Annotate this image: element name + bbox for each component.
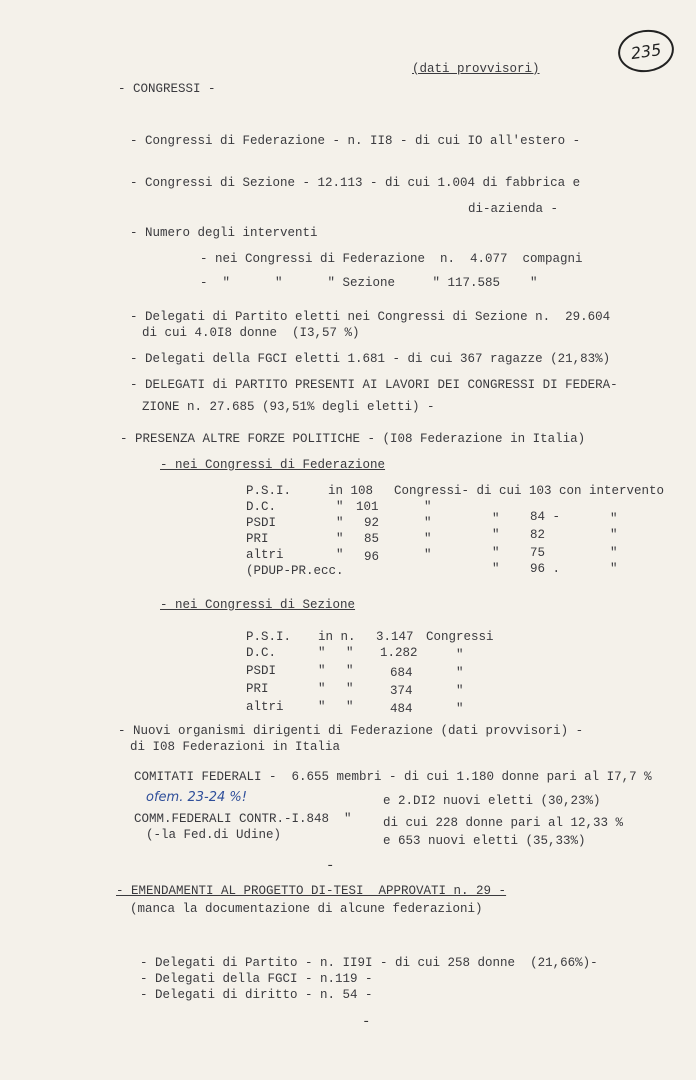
fed-header-party: P.S.I. — [246, 484, 292, 498]
sez-row-d1: " — [318, 700, 326, 714]
line-nei-congressi-sezione: - nei Congressi di Sezione — [160, 598, 356, 612]
dash-mark: - — [362, 1014, 371, 1030]
line-comitati-2: e 2.DI2 nuovi eletti (30,23%) — [383, 794, 601, 808]
fed-row-count: 85 — [364, 532, 380, 546]
handwritten-note: ofem. 23-24 %! — [146, 790, 247, 805]
fed-row-party: D.C. — [246, 500, 277, 514]
line-congressi-federazione: - Congressi di Federazione - n. II8 - di cui IO all'estero - — [130, 134, 581, 148]
line-interventi-sezione: - " " " Sezione " 117.585 " — [200, 276, 538, 290]
line-emendamenti-2: (manca la documentazione di alcune federazioni) — [130, 902, 483, 916]
fed-row-intervention: 82 — [530, 528, 546, 542]
fed-row-ditto: " — [336, 500, 344, 514]
fed-row-ditto3: " — [492, 528, 500, 542]
sez-row-d1: " — [318, 682, 326, 696]
header-note: (dati provvisori) — [412, 62, 540, 76]
sez-header-party: P.S.I. — [246, 630, 292, 644]
sez-row-d3: " — [456, 702, 464, 716]
sez-row-party: D.C. — [246, 646, 277, 660]
line-congressi-sezione-2: di-azienda - — [468, 202, 559, 216]
line-nei-congressi-federazione: - nei Congressi di Federazione — [160, 458, 386, 472]
page-number-stamp — [615, 26, 676, 75]
sez-header-in: in n. — [318, 630, 356, 644]
sez-row-d2: " — [346, 646, 354, 660]
line-comitati-1: COMITATI FEDERALI - 6.655 membri - di cui 1.180 donne pari al I7,7 % — [134, 770, 652, 784]
sez-row-d2: " — [346, 700, 354, 714]
dash-mark: - — [326, 858, 335, 874]
fed-row-ditto2: " — [424, 516, 432, 530]
sez-row-d3: " — [456, 684, 464, 698]
line-delegati-presenti-2: ZIONE n. 27.685 (93,51% degli eletti) - — [142, 400, 435, 414]
sez-row-d2: " — [346, 664, 354, 678]
fed-row-intervention: 84 - — [530, 510, 561, 524]
line-nuovi-organismi-2: di I08 Federazioni in Italia — [130, 740, 341, 754]
line-comm-contr-3: di cui 228 donne pari al 12,33 % — [383, 816, 624, 830]
fed-row-party: PSDI — [246, 516, 277, 530]
sez-row-d1: " — [318, 646, 326, 660]
fed-row-ditto: " — [336, 516, 344, 530]
fed-row-intervention: 96 . — [530, 562, 561, 576]
line-delegati-partito-1: - Delegati di Partito eletti nei Congressi di Sezione n. 29.604 — [130, 310, 611, 324]
line-nuovi-organismi-1: - Nuovi organismi dirigenti di Federazione (dati provvisori) - — [118, 724, 584, 738]
fed-row-ditto2: " — [424, 500, 432, 514]
fed-row-count: 96 — [364, 550, 380, 564]
line-interventi-federazione: - nei Congressi di Federazione n. 4.077 compagni — [200, 252, 583, 266]
fed-row-ditto: " — [336, 548, 344, 562]
fed-row-ditto4: " — [610, 562, 618, 576]
fed-row-count: 101 — [356, 500, 379, 514]
line-del-diritto: - Delegati di diritto - n. 54 - — [140, 988, 373, 1002]
fed-row-party: PRI — [246, 532, 269, 546]
sez-row-count: 684 — [390, 666, 413, 680]
line-delegati-presenti-1: - DELEGATI di PARTITO PRESENTI AI LAVORI DEI CONGRESSI DI FEDERA- — [130, 378, 618, 392]
line-del-partito: - Delegati di Partito - n. II9I - di cui 258 donne (21,66%)- — [140, 956, 598, 970]
fed-row-intervention: 75 — [530, 546, 546, 560]
page-number: 235 — [629, 39, 663, 63]
section-congressi: - CONGRESSI - — [118, 82, 216, 96]
fed-row-party: (PDUP-PR.ecc. — [246, 564, 344, 578]
fed-row-ditto3: " — [492, 512, 500, 526]
fed-row-ditto4: " — [610, 546, 618, 560]
sez-row-count: 1.282 — [380, 646, 418, 660]
fed-header-congressi: Congressi- di cui 103 con intervento — [394, 484, 665, 498]
sez-row-party: PRI — [246, 682, 269, 696]
fed-row-ditto4: " — [610, 512, 618, 526]
sez-row-d3: " — [456, 648, 464, 662]
fed-row-ditto: " — [336, 532, 344, 546]
line-del-fgci: - Delegati della FGCI - n.119 - — [140, 972, 373, 986]
fed-row-party: altri — [246, 548, 284, 562]
line-emendamenti-1: - EMENDAMENTI AL PROGETTO DI-TESI APPROVATI n. 29 - — [116, 884, 507, 898]
sez-row-party: PSDI — [246, 664, 277, 678]
line-delegati-fgci: - Delegati della FGCI eletti 1.681 - di cui 367 ragazze (21,83%) — [130, 352, 611, 366]
sez-row-party: altri — [246, 700, 284, 714]
line-presenza-altre: - PRESENZA ALTRE FORZE POLITICHE - (I08 Federazione in Italia) — [120, 432, 586, 446]
sez-row-count: 484 — [390, 702, 413, 716]
fed-row-ditto3: " — [492, 546, 500, 560]
fed-header-in: in 108 — [328, 484, 374, 498]
fed-row-ditto4: " — [610, 528, 618, 542]
line-congressi-sezione-1: - Congressi di Sezione - 12.113 - di cui 1.004 di fabbrica e — [130, 176, 581, 190]
fed-row-ditto2: " — [424, 548, 432, 562]
sez-row-d3: " — [456, 666, 464, 680]
sez-header-count: 3.147 — [376, 630, 414, 644]
fed-row-ditto3: " — [492, 562, 500, 576]
sez-row-d1: " — [318, 664, 326, 678]
line-comm-contr-2: (-la Fed.di Udine) — [146, 828, 282, 842]
line-comm-contr-4: e 653 nuovi eletti (35,33%) — [383, 834, 586, 848]
sez-row-count: 374 — [390, 684, 413, 698]
line-comm-contr-1: COMM.FEDERALI CONTR.-I.848 " — [134, 812, 352, 826]
fed-row-ditto2: " — [424, 532, 432, 546]
line-numero-interventi: - Numero degli interventi — [130, 226, 318, 240]
line-delegati-partito-2: di cui 4.0I8 donne (I3,57 %) — [142, 326, 360, 340]
sez-row-d2: " — [346, 682, 354, 696]
fed-row-count: 92 — [364, 516, 380, 530]
sez-header-congressi: Congressi — [426, 630, 494, 644]
